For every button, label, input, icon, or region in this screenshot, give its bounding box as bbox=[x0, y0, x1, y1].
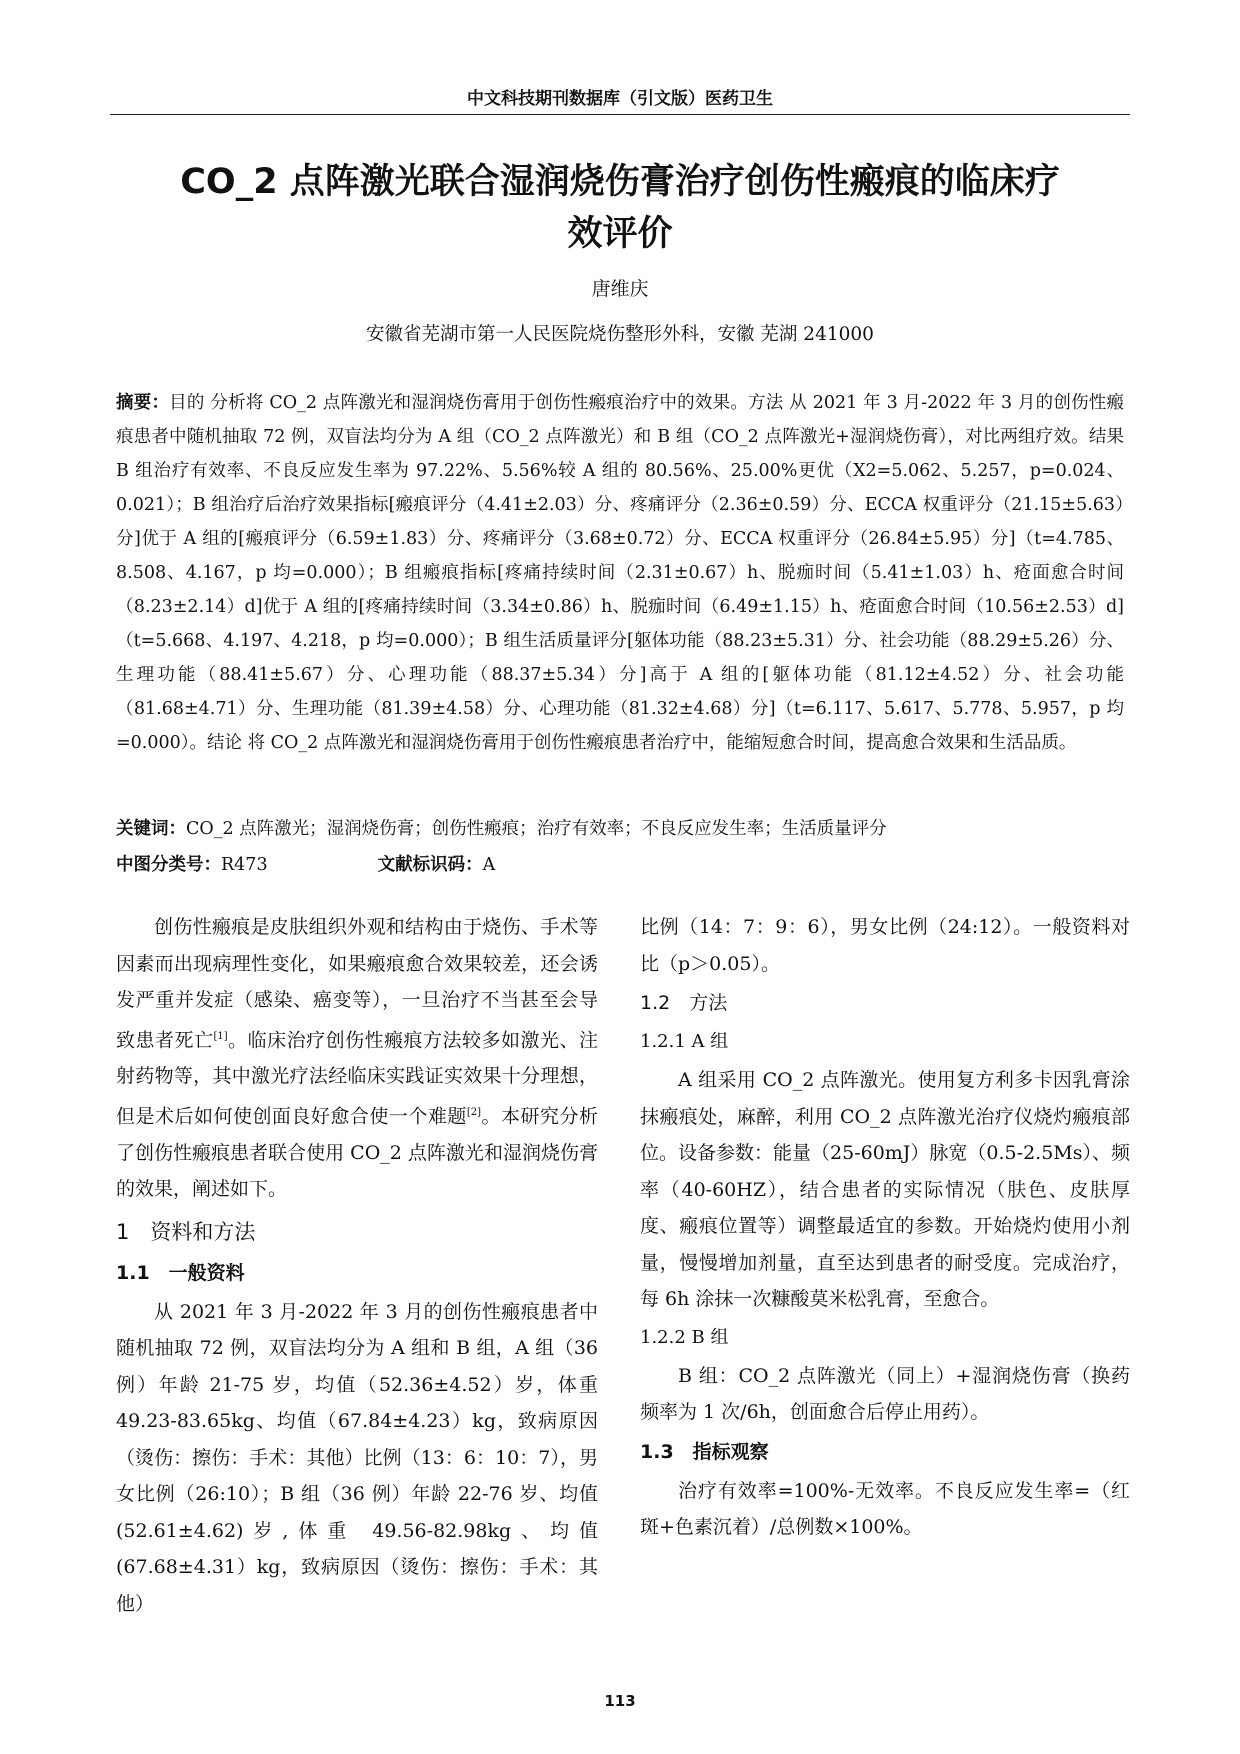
citation-2: [2] bbox=[466, 1106, 482, 1118]
keywords-text: CO_2 点阵激光；湿润烧伤膏；创伤性瘢痕；治疗有效率；不良反应发生率；生活质量评分 bbox=[186, 819, 887, 839]
doc-code-label: 文献标识码： bbox=[377, 855, 483, 875]
body-left-column bbox=[116, 909, 598, 1622]
article-title bbox=[110, 156, 1130, 260]
group-b-method-paragraph: B 组：CO_2 点阵激光（同上）+湿润烧伤膏（换药频率为 1 次/6h，创面愈合后停止用药）。 bbox=[640, 1364, 1130, 1423]
section-heading-1-2-1: 1.2.1 A 组 bbox=[640, 1031, 729, 1052]
section-heading-1-2: 1.2 方法 bbox=[640, 992, 728, 1014]
section-heading-1: 1 资料和方法 bbox=[116, 1219, 256, 1244]
abstract-label: 摘要： bbox=[116, 393, 170, 413]
author-name: 唐维庆 bbox=[591, 278, 649, 300]
general-data-continued: 比例（14：7：9：6），男女比例（24:12）。一般资料对比（p＞0.05）。 bbox=[640, 916, 1130, 975]
abstract-text: 目的 分析将 CO_2 点阵激光和湿润烧伤膏用于创伤性瘢痕治疗中的效果。方法 从 2021 年 3 月-2022 年 3 月的创伤性瘢痕患者中随机抽取 72 例，双盲法均分为 A 组（CO_2 点阵激光）和 B 组（CO_2 点阵激光+湿润烧伤膏），对比两组疗效。结果 B 组治疗有效率、不良反应发生率为 97.22%、5.56%较 A 组的 80.56%、25.00%更优（X2=5.062、5.257，p=0.024、0.021）；B 组治疗后治疗效果指标[瘢痕评分（4.41±2.03）分、疼痛评分（2.36±0.59）分、ECCA 权重评分（21.15±5.63）分]优于 A 组的[瘢痕评分（6.59±1.83）分、疼痛评分（3.68±0.72）分、ECCA 权重评分（26.84±5.95）分]（t=4.785、8.508、4.167，p 均=0.000）；B 组瘢痕指标[疼痛持续时间（2.31±0.67）h、脱痂时间（5.41±1.03）h、疮面愈合时间（8.23±2.14）d]优于 A 组的[疼痛持续时间（3.34±0.86）h、脱痂时间（6.49±1.15）h、疮面愈合时间（10.56±2.53）d]（t=5.668、4.197、4.218，p 均=0.000）；B 组生活质量评分[躯体功能（88.23±5.31）分、社会功能（88.29±5.26）分、生理功能（88.41±5.67）分、心理功能（88.37±5.34）分]高于 A 组的[躯体功能（81.12±4.52）分、社会功能（81.68±4.71）分、生理功能（81.39±4.58）分、心理功能（81.32±4.68）分]（t=6.117、5.617、5.778、5.957，p 均=0.000）。结论 将 CO_2 点阵激光和湿润烧伤膏用于创伤性瘢痕患者治疗中，能缩短愈合时间，提高愈合效果和生活品质。 bbox=[116, 393, 1125, 753]
title-line-1: CO_2 点阵激光联合湿润烧伤膏治疗创伤性瘢痕的临床疗 bbox=[180, 162, 1060, 202]
clc-label: 中图分类号： bbox=[116, 855, 221, 875]
title-line-2: 效评价 bbox=[567, 214, 673, 254]
classification-line bbox=[116, 851, 1124, 876]
doc-code-value: A bbox=[482, 855, 496, 875]
section-heading-1-3: 1.3 指标观察 bbox=[640, 1440, 769, 1463]
header-divider bbox=[110, 114, 1130, 115]
citation-1: [1] bbox=[213, 1030, 228, 1042]
keywords bbox=[116, 815, 1124, 840]
body-right-column bbox=[640, 909, 1130, 1546]
intro-text-c: 。本研究分析了创伤性瘢痕患者联合使用 CO_2 点阵激光和湿润烧伤膏的效果，阐述如下。 bbox=[116, 1105, 598, 1201]
clc-value: R473 bbox=[221, 855, 268, 875]
keywords-label: 关键词： bbox=[116, 819, 186, 839]
author-affiliation: 安徽省芜湖市第一人民医院烧伤整形外科，安徽 芜湖 241000 bbox=[366, 324, 874, 345]
general-data-paragraph: 从 2021 年 3 月-2022 年 3 月的创伤性瘢痕患者中随机抽取 72 例，双盲法均分为 A 组和 B 组，A 组（36 例）年龄 21-75 岁，均值（52.36±4.52）岁，体重 49.23-83.65kg、均值（67.84±4.23）kg，致病原因（烫伤：擦伤：手术：其他）比例（13：6：10：7），男女比例（26:10）；B 组（36 例）年龄 22-76 岁、均值(52.61±4.62)岁,体重 49.56-82.98kg、均值(67.68±4.31）kg，致病原因（烫伤：擦伤：手术：其他） bbox=[116, 1300, 598, 1615]
section-heading-1-1: 1.1 一般资料 bbox=[116, 1261, 245, 1284]
indicator-paragraph: 治疗有效率=100%-无效率。不良反应发生率=（红斑+色素沉着）/总例数×100%。 bbox=[640, 1479, 1130, 1538]
intro-paragraph bbox=[116, 909, 598, 1208]
group-a-method-paragraph: A 组采用 CO_2 点阵激光。使用复方利多卡因乳膏涂抹瘢痕处，麻醉，利用 CO_2 点阵激光治疗仪烧灼瘢痕部位。设备参数：能量（25-60mJ）脉宽（0.5-2.5Ms）、频率（40-60HZ），结合患者的实际情况（肤色、皮肤厚度、瘢痕位置等）调整最适宜的参数。开始烧灼使用小剂量，慢慢增加剂量，直至达到患者的耐受度。完成治疗，每 6h 涂抹一次糠酸莫米松乳膏，至愈合。 bbox=[640, 1069, 1130, 1310]
intro-text-b: 。临床治疗创伤性瘢痕方法较多如激光、注射药物等，其中激光疗法经临床实践证实效果十分理想，但是术后如何使创面良好愈合使一个难题 bbox=[116, 1028, 598, 1128]
section-heading-1-2-2: 1.2.2 B 组 bbox=[640, 1326, 729, 1348]
page-number: 113 bbox=[604, 1692, 636, 1710]
abstract bbox=[116, 386, 1124, 760]
journal-header: 中文科技期刊数据库（引文版）医药卫生 bbox=[467, 89, 773, 109]
intro-text-a: 创伤性瘢痕是皮肤组织外观和结构由于烧伤、手术等因素而出现病理性变化，如果瘢痕愈合效果较差，还会诱发严重并发症（感染、癌变等），一旦治疗不当甚至会导致患者死亡 bbox=[116, 916, 598, 1051]
